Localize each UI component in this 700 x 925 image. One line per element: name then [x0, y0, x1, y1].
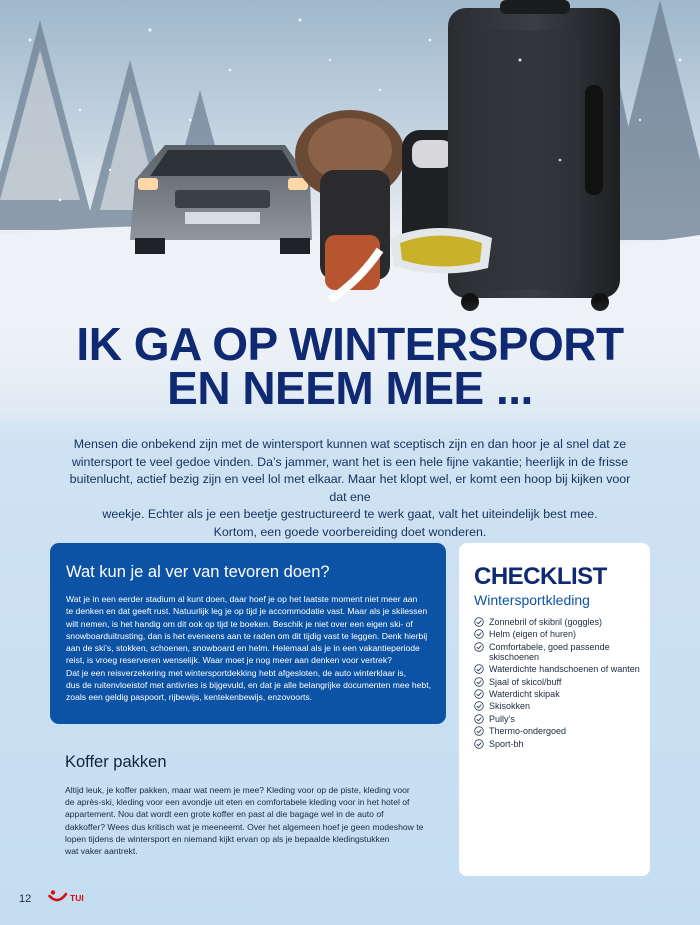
checklist-item-label: Zonnebril of skibril (goggles) [489, 617, 603, 627]
advance-preparation-title: Wat kun je al ver van tevoren doen? [66, 563, 330, 581]
checklist-item-label: Sjaal of skicol/buff [489, 676, 562, 687]
packing-title: Koffer pakken [65, 753, 167, 771]
checklist-item [474, 677, 644, 687]
check-circle-icon [474, 617, 484, 627]
intro-line: weekje. Echter als je een beetje gestructureerd te werk gaat, valt het uiteindelijk best mee. [102, 507, 598, 521]
packing-body [65, 784, 435, 857]
checklist-title: CHECKLIST [474, 563, 607, 590]
checklist-item [474, 714, 644, 724]
page-headline [0, 318, 700, 414]
body-line: wat vaker aantrekt. [65, 846, 138, 857]
check-circle-icon [474, 677, 484, 687]
checklist-item [474, 629, 644, 639]
checklist-item-label: Sport-bh [489, 738, 524, 749]
page-number: 12 [19, 893, 32, 905]
checklist-item-label: Comfortabele, goed passende skischoenen [489, 641, 610, 662]
body-line: wilt nemen, is het handig om dit ook op tijd te boeken. Beschik je niet over een eigen ski- of [66, 618, 413, 629]
check-circle-icon [474, 664, 484, 674]
checklist-item-label: Skisokken [489, 701, 531, 712]
advance-preparation-box [50, 543, 446, 724]
body-line: appartement. Nou dat wordt een grote koffer en past al die bagage wel in de auto of [65, 809, 384, 820]
advance-preparation-body [66, 593, 432, 704]
body-line: dakkoffer? Wees dus kritisch wat je meeneemt. Over het algemeen hoef je geen modeshow te [65, 821, 424, 832]
intro-line: wintersport te veel gedoe vinden. Da’s jammer, want het is een hele fijne vakantie; heerlijk in de frisse [71, 454, 629, 469]
body-line: te denken en dat geeft rust. Natuurlijk leg je op tijd je accommodatie vast. Maar als je skilessen [66, 606, 428, 617]
checklist-item [474, 701, 644, 711]
body-line: Wat je in een eerder stadium al kunt doen, daar hoef je op het laatste moment niet meer aan [66, 594, 418, 604]
brand-logo-text: TUI [70, 893, 84, 903]
check-circle-icon [474, 689, 484, 699]
check-circle-icon [474, 739, 484, 749]
check-circle-icon [474, 701, 484, 711]
body-line: zoals een geldig paspoort, rijbewijs, kentekenbewijs, enzovoorts. [66, 692, 313, 703]
body-line: Dat je een reisverzekering met wintersportdekking hebt afgesloten, de auto winterklaar is, [66, 667, 407, 678]
intro-line: buitenlucht, actief bezig zijn en veel lol met elkaar. Maar het klopt wel, er komt een hoop bij kijken voor dat ene [69, 472, 631, 504]
intro-paragraph [62, 436, 638, 541]
headline-line-2: EN NEEM MEE ... [167, 362, 533, 414]
checklist-item-label: Pully’s [489, 713, 515, 724]
body-line: lopen tijdens de wintersport en niemand kijkt ervan op als je bepaalde kledingstukken [65, 833, 390, 844]
checklist-item-label: Helm (eigen of huren) [489, 629, 577, 640]
check-circle-icon [474, 714, 484, 724]
checklist-items [474, 617, 644, 751]
check-circle-icon [474, 642, 484, 652]
checklist-subtitle: Wintersportkleding [474, 592, 590, 608]
body-line: reist, is vroeg reserveren wenselijk. Waar moet je nog meer aan denken voor vertrek? [66, 655, 392, 666]
intro-line: Kortom, een goede voorbereiding doet wonderen. [213, 524, 487, 539]
checklist-card [459, 543, 650, 876]
check-circle-icon [474, 726, 484, 736]
checklist-item-label: Waterdicht skipak [489, 688, 560, 699]
checklist-item [474, 617, 644, 627]
check-circle-icon [474, 629, 484, 639]
checklist-item [474, 664, 644, 674]
body-line: aan de ski’s, stokken, schoenen, snowboard en helm. Helemaal als je in een vakantieperiode [66, 643, 420, 654]
checklist-item [474, 726, 644, 736]
checklist-item [474, 689, 644, 699]
body-line: Altijd leuk, je koffer pakken, maar wat neem je mee? Kleding voor op de piste, kleding voor [65, 785, 410, 795]
checklist-item-label: Thermo-ondergoed [489, 726, 567, 737]
checklist-item-label: Waterdichte handschoenen of wanten [489, 664, 640, 675]
body-line: de après-ski, kleding voor een avondje uit eten en comfortabele kleding voor in het hotel of [65, 797, 410, 808]
body-line: dus de ruitenvloeistof met antivries is bijgevuld, en dat je alle belangrijke documenten mee hebt, [66, 680, 431, 691]
checklist-item [474, 642, 644, 662]
checklist-item [474, 739, 644, 749]
headline-line-1: IK GA OP WINTERSPORT [76, 318, 624, 370]
intro-line: Mensen die onbekend zijn met de wintersport kunnen wat sceptisch zijn en dan hoor je al snel dat ze [73, 437, 627, 451]
body-line: snowboarduitrusting, dan is het eveneens aan te raden om dit tijdig vast te leggen. Denk hierbij [66, 630, 428, 641]
